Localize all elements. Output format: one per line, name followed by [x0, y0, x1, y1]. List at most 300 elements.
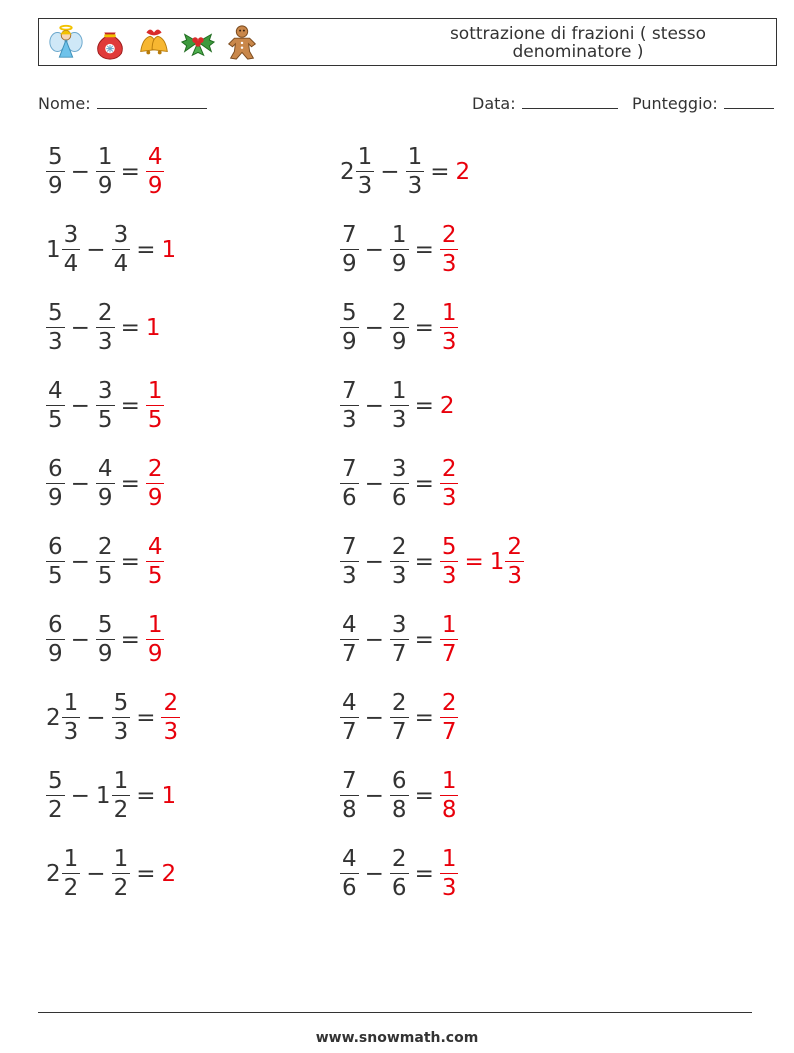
denominator: 3 [97, 329, 113, 355]
fraction [62, 224, 81, 276]
equals-sign: = [430, 159, 450, 185]
fraction [390, 380, 409, 432]
angel-icon [47, 23, 85, 61]
whole-number: 2 [439, 393, 455, 419]
whole-number: 1 [145, 315, 161, 341]
fraction [440, 770, 459, 822]
denominator: 3 [441, 563, 457, 589]
fraction [46, 614, 65, 666]
denominator: 5 [97, 407, 113, 433]
fraction [440, 614, 459, 666]
date-label: Data: [472, 94, 516, 113]
fraction [340, 848, 359, 900]
answer [146, 380, 165, 432]
minus-sign: − [364, 471, 384, 497]
fraction [112, 692, 131, 744]
equals-sign: = [136, 237, 156, 263]
fraction [96, 458, 115, 510]
denominator: 7 [391, 641, 407, 667]
denominator: 3 [441, 485, 457, 511]
fraction [62, 848, 81, 900]
equals-sign: = [136, 783, 156, 809]
subtrahend [112, 224, 131, 276]
denominator: 3 [342, 407, 357, 433]
numerator: 3 [391, 456, 407, 482]
fraction [390, 770, 409, 822]
fraction [161, 692, 180, 744]
answer-term [161, 692, 180, 744]
numerator: 5 [441, 534, 457, 560]
whole-number: 1 [489, 549, 505, 575]
denominator: 3 [113, 719, 129, 745]
numerator: 6 [48, 456, 63, 482]
denominator: 3 [48, 329, 63, 355]
numerator: 3 [391, 612, 407, 638]
denominator: 6 [391, 485, 407, 511]
numerator: 2 [507, 534, 523, 560]
minus-sign: − [70, 393, 90, 419]
numerator: 7 [342, 768, 357, 794]
subtrahend [390, 302, 409, 354]
fraction [340, 224, 359, 276]
numerator: 7 [342, 534, 357, 560]
subtrahend [390, 770, 409, 822]
denominator: 9 [391, 251, 407, 277]
answer [440, 302, 459, 354]
answer-term [440, 302, 459, 354]
date-field[interactable] [472, 94, 618, 113]
name-blank[interactable] [97, 94, 207, 109]
equals-sign: = [120, 159, 140, 185]
numerator: 2 [147, 456, 163, 482]
problem-expression [46, 224, 177, 276]
denominator: 5 [97, 563, 113, 589]
denominator: 9 [342, 251, 357, 277]
problem-expression [340, 380, 455, 432]
denominator: 7 [441, 641, 457, 667]
equals-sign: = [414, 237, 434, 263]
minuend [340, 302, 359, 354]
equals-sign: = [120, 471, 140, 497]
numerator: 1 [441, 768, 457, 794]
fraction [340, 692, 359, 744]
fraction [112, 848, 131, 900]
fraction [112, 770, 131, 822]
denominator: 3 [357, 173, 373, 199]
denominator: 2 [63, 875, 79, 901]
numerator: 7 [342, 456, 357, 482]
numerator: 4 [48, 378, 63, 404]
answer-term [161, 237, 177, 263]
answer-term [146, 146, 165, 198]
subtrahend [390, 692, 409, 744]
score-label: Punteggio: [632, 94, 718, 113]
fraction [146, 536, 165, 588]
answer-term [440, 536, 459, 588]
fraction [340, 536, 359, 588]
problem-expression [340, 770, 458, 822]
minuend [46, 380, 65, 432]
denominator: 9 [147, 173, 163, 199]
fraction [46, 380, 65, 432]
numerator: 5 [48, 768, 63, 794]
denominator: 3 [507, 563, 523, 589]
fraction [96, 302, 115, 354]
denominator: 9 [147, 641, 163, 667]
denominator: 6 [342, 485, 357, 511]
answer [161, 783, 177, 809]
numerator: 6 [48, 534, 63, 560]
whole-number: 2 [46, 861, 61, 887]
answer-term [440, 614, 459, 666]
minuend [46, 770, 65, 822]
subtrahend [390, 458, 409, 510]
bells-icon [135, 23, 173, 61]
numerator: 1 [63, 846, 79, 872]
fraction [146, 614, 165, 666]
numerator: 2 [391, 300, 407, 326]
equals-sign: = [464, 549, 484, 575]
numerator: 1 [441, 612, 457, 638]
fraction [112, 224, 131, 276]
numerator: 1 [63, 690, 79, 716]
denominator: 3 [342, 563, 357, 589]
minus-sign: − [86, 237, 106, 263]
fraction [340, 302, 359, 354]
numerator: 4 [97, 456, 113, 482]
numerator: 3 [113, 222, 129, 248]
denominator: 7 [441, 719, 457, 745]
equals-sign: = [120, 393, 140, 419]
fraction [406, 146, 425, 198]
numerator: 1 [407, 144, 423, 170]
answer [146, 536, 165, 588]
equals-sign: = [414, 783, 434, 809]
denominator: 5 [147, 407, 163, 433]
problem-expression [340, 458, 458, 510]
fraction [356, 146, 375, 198]
gingerbread-icon [223, 23, 261, 61]
denominator: 9 [147, 485, 163, 511]
fraction [390, 692, 409, 744]
score-blank[interactable] [724, 94, 774, 109]
denominator: 5 [147, 563, 163, 589]
subtrahend [96, 380, 115, 432]
numerator: 2 [97, 534, 113, 560]
whole-number: 2 [161, 861, 177, 887]
minuend [46, 692, 80, 744]
equals-sign: = [120, 549, 140, 575]
problem-expression [46, 458, 164, 510]
denominator: 8 [391, 797, 407, 823]
answer-term [455, 159, 471, 185]
subtrahend [96, 458, 115, 510]
answer [440, 770, 459, 822]
fraction [440, 536, 459, 588]
header-icons [47, 23, 261, 61]
problem-expression [46, 848, 177, 900]
minus-sign: − [364, 393, 384, 419]
fraction [46, 536, 65, 588]
answer-term [161, 861, 177, 887]
fraction [340, 614, 359, 666]
numerator: 1 [113, 846, 129, 872]
denominator: 9 [97, 641, 113, 667]
answer-term [146, 536, 165, 588]
minus-sign: − [364, 549, 384, 575]
fraction [146, 146, 165, 198]
problem-expression [340, 224, 458, 276]
denominator: 3 [441, 251, 457, 277]
fraction [390, 458, 409, 510]
subtrahend [390, 614, 409, 666]
numerator: 1 [147, 378, 163, 404]
numerator: 2 [391, 690, 407, 716]
numerator: 5 [48, 144, 63, 170]
answer [161, 692, 180, 744]
fraction [96, 614, 115, 666]
numerator: 7 [342, 378, 357, 404]
holly-icon [179, 23, 217, 61]
numerator: 2 [441, 690, 457, 716]
numerator: 4 [147, 144, 163, 170]
answer-term [146, 315, 162, 341]
denominator: 4 [63, 251, 79, 277]
fraction [146, 380, 165, 432]
name-label: Nome: [38, 94, 91, 113]
answer [146, 614, 165, 666]
problem-expression [340, 848, 458, 900]
minus-sign: − [70, 783, 90, 809]
problem-expression [46, 614, 164, 666]
fraction [46, 458, 65, 510]
minus-sign: − [86, 705, 106, 731]
whole-number: 1 [161, 237, 177, 263]
denominator: 9 [48, 485, 63, 511]
answer-term [490, 536, 524, 588]
minus-sign: − [70, 159, 90, 185]
minus-sign: − [364, 861, 384, 887]
minus-sign: − [364, 315, 384, 341]
answer-term [146, 458, 165, 510]
minuend [46, 224, 80, 276]
fraction [390, 614, 409, 666]
numerator: 1 [441, 300, 457, 326]
fraction [440, 302, 459, 354]
denominator: 3 [441, 875, 457, 901]
minuend [340, 146, 374, 198]
subtrahend [390, 848, 409, 900]
fraction [96, 380, 115, 432]
numerator: 2 [163, 690, 179, 716]
numerator: 4 [342, 846, 357, 872]
answer-term [146, 380, 165, 432]
minus-sign: − [70, 471, 90, 497]
numerator: 5 [97, 612, 113, 638]
subtrahend [390, 224, 409, 276]
subtrahend [390, 536, 409, 588]
numerator: 1 [113, 768, 129, 794]
minuend [340, 458, 359, 510]
answer-term [440, 224, 459, 276]
problem-expression [340, 692, 458, 744]
problem-expression [46, 380, 164, 432]
denominator: 4 [113, 251, 129, 277]
answer [440, 692, 459, 744]
numerator: 2 [441, 456, 457, 482]
answer [146, 458, 165, 510]
numerator: 1 [97, 144, 113, 170]
equals-sign: = [414, 861, 434, 887]
numerator: 3 [63, 222, 79, 248]
equals-sign: = [136, 861, 156, 887]
problem-expression [340, 536, 524, 588]
answer [440, 614, 459, 666]
answer [440, 458, 459, 510]
fraction [390, 848, 409, 900]
minus-sign: − [364, 237, 384, 263]
minuend [46, 614, 65, 666]
denominator: 3 [163, 719, 179, 745]
numerator: 4 [342, 690, 357, 716]
numerator: 1 [441, 846, 457, 872]
subtrahend [112, 848, 131, 900]
subtrahend [112, 692, 131, 744]
denominator: 8 [441, 797, 457, 823]
minuend [340, 380, 359, 432]
subtrahend [96, 146, 115, 198]
answer [161, 861, 177, 887]
fraction [146, 458, 165, 510]
equals-sign: = [414, 471, 434, 497]
fraction [46, 770, 65, 822]
answer [440, 393, 456, 419]
answer [440, 536, 524, 588]
numerator: 5 [342, 300, 357, 326]
numerator: 6 [391, 768, 407, 794]
answer [455, 159, 471, 185]
fraction [440, 458, 459, 510]
footer-divider [38, 1012, 752, 1013]
numerator: 2 [391, 534, 407, 560]
minus-sign: − [364, 705, 384, 731]
denominator: 2 [113, 797, 129, 823]
minuend [46, 302, 65, 354]
denominator: 8 [342, 797, 357, 823]
equals-sign: = [120, 627, 140, 653]
answer [146, 146, 165, 198]
minuend [340, 770, 359, 822]
denominator: 2 [48, 797, 63, 823]
fraction [96, 536, 115, 588]
fraction [440, 692, 459, 744]
subtrahend [406, 146, 425, 198]
problem-expression [340, 614, 458, 666]
footer-url[interactable]: www.snowmath.com [315, 1030, 479, 1046]
problem-expression [46, 770, 177, 822]
answer-term [440, 770, 459, 822]
fraction [390, 536, 409, 588]
denominator: 9 [48, 641, 63, 667]
denominator: 3 [391, 407, 407, 433]
minus-sign: − [70, 627, 90, 653]
denominator: 3 [407, 173, 423, 199]
minus-sign: − [364, 627, 384, 653]
whole-number: 1 [46, 237, 61, 263]
gift-sack-icon [91, 23, 129, 61]
worksheet-header [38, 18, 777, 66]
worksheet-title: sottrazione di frazioni ( stesso denominatore ) [449, 24, 707, 62]
subtrahend [390, 380, 409, 432]
fraction [390, 224, 409, 276]
minus-sign: − [70, 549, 90, 575]
equals-sign: = [414, 315, 434, 341]
minus-sign: − [380, 159, 400, 185]
fraction [62, 692, 81, 744]
problem-expression [46, 302, 161, 354]
whole-number: 1 [161, 783, 177, 809]
problem-expression [46, 146, 164, 198]
problem-expression [46, 536, 164, 588]
answer-term [440, 848, 459, 900]
whole-number: 2 [340, 159, 355, 185]
denominator: 6 [391, 875, 407, 901]
numerator: 1 [147, 612, 163, 638]
fraction [46, 146, 65, 198]
numerator: 3 [97, 378, 113, 404]
minuend [340, 614, 359, 666]
fraction [340, 458, 359, 510]
denominator: 7 [342, 719, 357, 745]
equals-sign: = [414, 627, 434, 653]
minuend [340, 224, 359, 276]
date-blank[interactable] [522, 94, 618, 109]
answer-term [440, 393, 456, 419]
denominator: 9 [48, 173, 63, 199]
denominator: 9 [391, 329, 407, 355]
whole-number: 2 [46, 705, 61, 731]
denominator: 9 [342, 329, 357, 355]
numerator: 1 [357, 144, 373, 170]
fraction [340, 770, 359, 822]
subtrahend [96, 302, 115, 354]
fraction [390, 302, 409, 354]
minus-sign: − [70, 315, 90, 341]
numerator: 6 [48, 612, 63, 638]
fraction [440, 224, 459, 276]
answer-term [440, 692, 459, 744]
denominator: 3 [63, 719, 79, 745]
numerator: 1 [391, 222, 407, 248]
name-field[interactable] [38, 94, 207, 113]
equals-sign: = [414, 549, 434, 575]
numerator: 5 [48, 300, 63, 326]
whole-number: 1 [95, 783, 111, 809]
fraction [440, 848, 459, 900]
fraction [96, 146, 115, 198]
answer [161, 237, 177, 263]
subtrahend [96, 770, 130, 822]
numerator: 4 [342, 612, 357, 638]
denominator: 9 [97, 173, 113, 199]
denominator: 5 [48, 563, 63, 589]
fraction [340, 380, 359, 432]
score-field[interactable] [632, 94, 774, 113]
problem-expression [46, 692, 180, 744]
equals-sign: = [414, 705, 434, 731]
minuend [340, 692, 359, 744]
denominator: 7 [342, 641, 357, 667]
